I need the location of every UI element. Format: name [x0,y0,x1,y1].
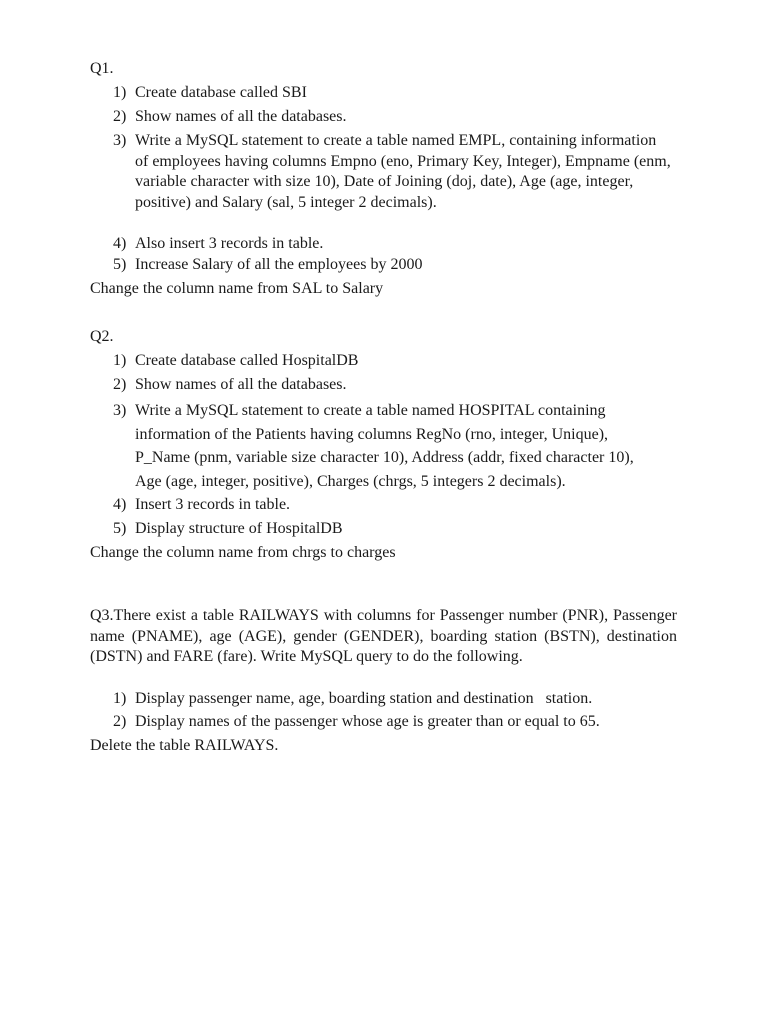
q1-list-item [113,131,673,214]
q2-list-item [113,375,673,395]
list-text: Create database called HospitalDB [135,352,359,369]
q2-list-item [113,351,673,371]
list-number: 2) [113,108,127,125]
list-text: Display passenger name, age, boarding station and destination station. [135,690,593,707]
list-text: Insert 3 records in table. [135,496,291,513]
list-number: 4) [113,235,127,252]
list-number: 1) [113,690,127,707]
list-text: Display structure of HospitalDB [135,520,343,537]
list-text: Also insert 3 records in table. [135,235,324,252]
list-text: Show names of all the databases. [135,376,347,393]
q1-list-item [113,255,673,275]
list-number: 3) [113,132,127,149]
q2-list-item [113,519,673,539]
list-text: Increase Salary of all the employees by 2000 [135,256,423,273]
list-text: Write a MySQL statement to create a table named EMPL, containing information of employees having columns Empno (eno, Primary Key, Integer), Empname (enm, variable character with size 10), Date of Joining (doj, date), Age (age, integer, positive) and Salary (sal, 5 integer 2 decimals). [135,132,671,212]
q3-tail-text: Delete the table RAILWAYS. [90,737,279,754]
list-number: 2) [113,376,127,393]
list-text: Write a MySQL statement to create a table named HOSPITAL containing information of the Patients having columns RegNo (rno, integer, Unique), P_Name (pnm, variable size character 10), Address (addr, fixed character 10), Age (age, integer, positive), Charges (chrgs, 5 integers 2 decimals). [135,402,634,491]
q1-list-item [113,107,673,127]
q3-paragraph: Q3.There exist a table RAILWAYS with columns for Passenger number (PNR), Passenger name (PNAME), age (AGE), gender (GENDER), boarding station (BSTN), destination (DSTN) and FARE (fare). Write MySQL query to do the following. [90,607,677,666]
list-number: 1) [113,352,127,369]
list-number: 5) [113,520,127,537]
list-text: Display names of the passenger whose age is greater than or equal to 65. [135,713,600,730]
list-number: 5) [113,256,127,273]
list-number: 4) [113,496,127,513]
list-number: 2) [113,713,127,730]
q2-label: Q2. [90,328,114,345]
q1-label: Q1. [90,60,114,77]
q1-tail-text: Change the column name from SAL to Salary [90,280,384,297]
q2-list-item [113,399,653,494]
q1-list-item [113,234,673,254]
list-number: 3) [113,402,127,419]
list-text: Create database called SBI [135,84,307,101]
q2-tail-text: Change the column name from chrgs to charges [90,544,396,561]
q2-list-item [113,495,673,515]
q3-list-item [113,689,693,709]
q3-list-item [113,712,693,732]
q1-list-item [113,83,673,103]
list-text: Show names of all the databases. [135,108,347,125]
list-number: 1) [113,84,127,101]
